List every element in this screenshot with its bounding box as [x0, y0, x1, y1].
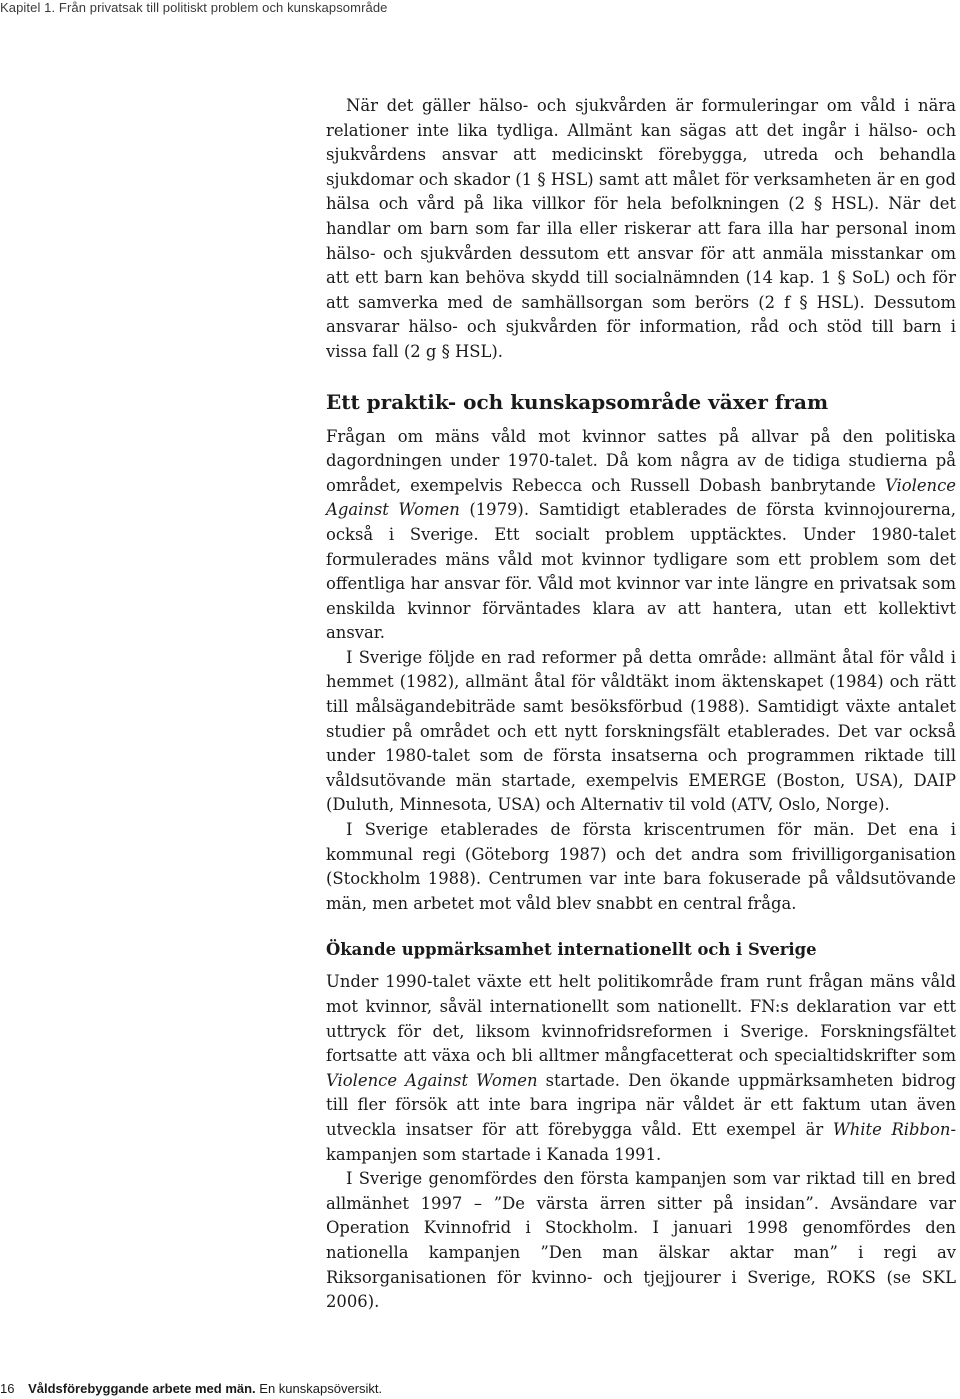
text-run: (1979). Samtidigt etablerades de första kvinnojourerna, också i Sverige. Ett socialt problem upptäcktes. Under 1980-talet formulerades mäns våld mot kvinnor tydligare som ett problem som det offentliga har ansvar för. Våld mot kvinnor var inte längre en privatsak som enskilda kvinnor förväntades klara av att hantera, utan ett kollektivt ansvar. [326, 500, 956, 643]
section2-paragraph-2: I Sverige genomfördes den första kampanjen som var riktad till en bred allmänhet 1997 – ”De värsta ärren sitter på insidan”. Avsändare var Operation Kvinnofrid i Stockholm. I januari 1998 genomfördes den nationella kampanjen ”Den man älskar aktar man” i regi av Riksorganisationen för kvinno- och tjejjourer i Sverige, ROKS (se SKL 2006). [326, 1169, 956, 1312]
text-run: Under 1990-talet växte ett helt politikområde fram runt frågan mäns våld mot kvinnor, såväl internationellt som nationellt. FN:s deklaration var ett uttryck för det, liksom kvinnofridsreformen i Sverige. Forskningsfältet fortsatte att växa och bli alltmer mångfacetterat och specialtidskrifter som [326, 972, 956, 1066]
section1-paragraph-2: I Sverige följde en rad reformer på detta område: allmänt åtal för våld i hemmet (1982), allmänt åtal för våldtäkt inom äktenskapet (1984) och rätt till målsägandebiträde samt besöksförbud (1988). Samtidigt växte antalet studier på området och ett nytt forskningsfält etablerades. Det var också under 1980-talet som de första insatserna och programmen riktade till våldsutövande män startade, exempelvis EMERGE (Boston, USA), DAIP (Duluth, Minnesota, USA) och Alternativ til vold (ATV, Oslo, Norge). [326, 647, 956, 815]
subsection-heading-okande: Ökande uppmärksamhet internationellt och i Sverige [326, 940, 817, 960]
page-number: 16 [0, 1381, 15, 1396]
text-run: startade. Den ökande uppmärksamheten bidrog till fler försök att inte bara ingripa när våldet är ett faktum utan även utveckla insatser för att förebygga våld. Ett exempel är [326, 1070, 956, 1139]
text-run: Frågan om mäns våld mot kvinnor sattes på allvar på den politiska dagordningen under 1970-talet. Då kom några av de tidiga studierna på området, exempelvis Rebecca och Russell Dobash banbrytande [326, 426, 956, 495]
italic-title: Violence Against Women [326, 1070, 538, 1090]
footer-book-title: Våldsförebyggande arbete med män. [28, 1381, 256, 1396]
section1-paragraph-3: I Sverige etablerades de första kriscentrumen för män. Det ena i kommunal regi (Göteborg 1987) och det andra som frivilligorganisation (Stockholm 1988). Centrumen var inte bara fokuserade på våldsutövande män, men arbetet mot våld blev snabbt en central fråga. [326, 820, 956, 913]
section2-paragraph-1 [326, 970, 956, 1167]
intro-paragraph: När det gäller hälso- och sjukvården är formuleringar om våld i nära relationer inte lika tydliga. Allmänt kan sägas att det ingår i hälso- och sjukvårdens ansvar att medicinskt förebygga, utreda och behandla sjukdomar och skador (1 § HSL) samt att målet för verksamheten är en god hälsa och vård på lika villkor för hela befolkningen (2 § HSL). När det handlar om barn som far illa eller riskerar att fara illa har personal inom hälso- och sjukvården dessutom ett ansvar för att anmäla misstankar om att ett barn kan behöva skydd till socialnämnden (14 kap. 1 § SoL) och för att samverka med de samhällsorgan som berörs (2 f § HSL). Dessutom ansvarar hälso- och sjukvården för information, råd och stöd till barn i vissa fall (2 g § HSL). [326, 96, 956, 361]
section1-paragraph-1 [326, 425, 956, 646]
italic-title: Violence Against Women [326, 475, 956, 520]
page-content [326, 94, 956, 1315]
text-run: -kampanjen som startade i Kanada 1991. [326, 1119, 957, 1164]
italic-title: White Ribbon [832, 1119, 951, 1139]
section-heading-praktik: Ett praktik- och kunskapsområde växer fram [326, 389, 829, 414]
footer-book-subtitle: En kunskapsöversikt. [259, 1381, 383, 1396]
running-header: Kapitel 1. Från privatsak till politiskt problem och kunskapsområde [0, 0, 388, 15]
page-footer [0, 1381, 382, 1396]
